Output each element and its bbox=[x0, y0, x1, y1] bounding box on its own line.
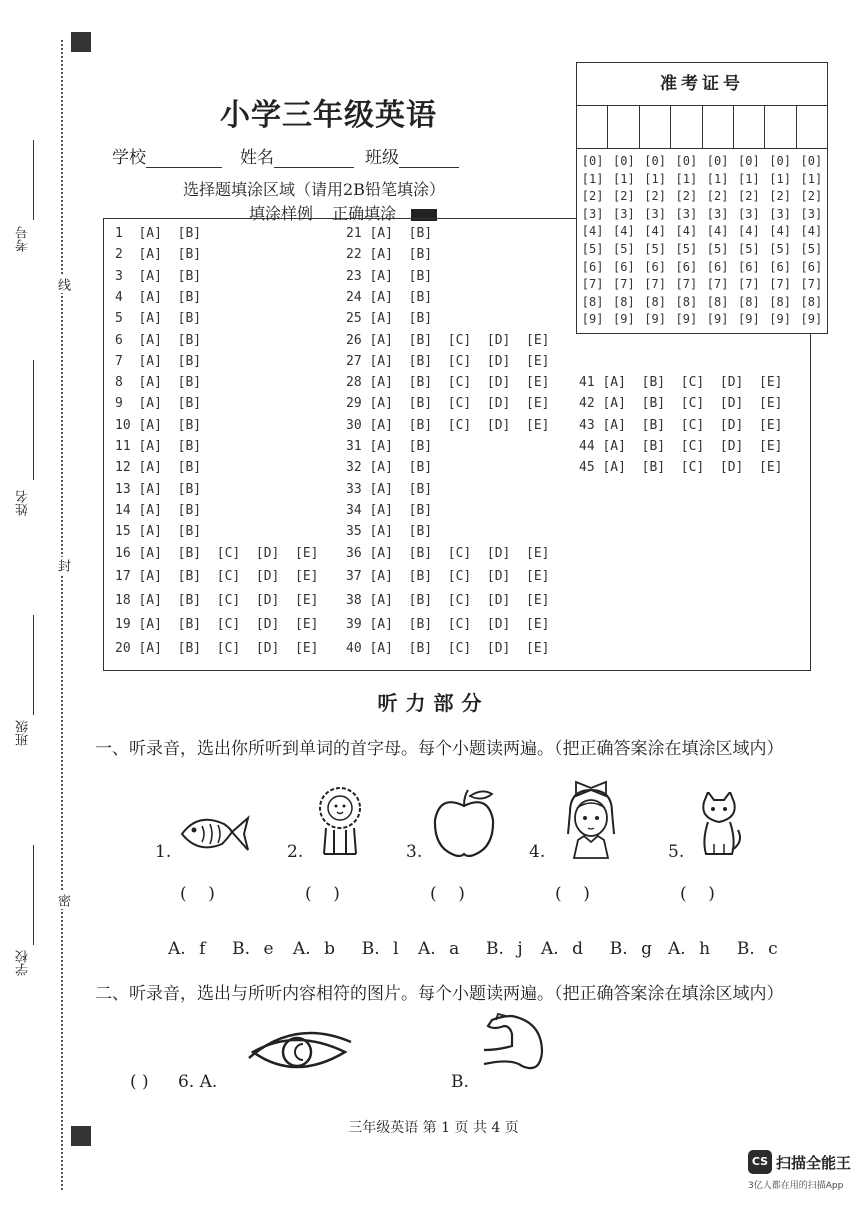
answer-row-a[interactable]: 12 [A] [B] bbox=[115, 460, 202, 476]
write-box[interactable] bbox=[671, 106, 702, 148]
write-box[interactable] bbox=[640, 106, 671, 148]
digit-bubble[interactable]: [8] bbox=[769, 294, 791, 309]
answer-row-b[interactable]: 34 [A] [B] bbox=[346, 502, 433, 518]
digit-bubble[interactable]: [3] bbox=[706, 206, 729, 221]
q1-item-number: 4. bbox=[529, 842, 546, 862]
digit-bubble[interactable]: [6] bbox=[675, 259, 698, 274]
answer-row-c[interactable]: 45 [A] [B] [C] [D] [E] bbox=[579, 460, 783, 476]
digit-bubble[interactable]: [4] bbox=[800, 224, 823, 239]
class-field[interactable] bbox=[365, 143, 459, 168]
digit-bubble[interactable]: [2] bbox=[738, 189, 760, 204]
side-exam-no-blank bbox=[33, 140, 34, 220]
digit-bubble[interactable]: [4] bbox=[706, 224, 729, 239]
digit-bubble[interactable]: [7] bbox=[675, 277, 698, 292]
digit-bubble[interactable]: [7] bbox=[738, 277, 760, 292]
q1-answer-paren[interactable]: ( ) bbox=[430, 884, 465, 904]
digit-bubble[interactable]: [3] bbox=[581, 206, 604, 221]
side-school-blank bbox=[33, 845, 34, 945]
answer-row-b[interactable]: 40 [A] [B] [C] [D] [E] bbox=[346, 641, 550, 657]
side-name-blank bbox=[33, 360, 34, 480]
registration-mark-top bbox=[71, 32, 91, 52]
digit-bubble[interactable]: [1] bbox=[675, 171, 698, 186]
question-1-instruction: 一、听录音，选出你所听到单词的首字母。每个小题读两遍。（把正确答案涂在填涂区域内） bbox=[95, 739, 784, 759]
answer-row-b[interactable]: 36 [A] [B] [C] [D] [E] bbox=[346, 545, 550, 561]
answer-row-a[interactable]: 7 [A] [B] bbox=[115, 353, 202, 369]
digit-bubble[interactable]: [6] bbox=[613, 259, 635, 274]
answer-row-b[interactable]: 29 [A] [B] [C] [D] [E] bbox=[346, 396, 550, 412]
exam-number-column bbox=[765, 153, 796, 329]
q1-answer-paren[interactable]: ( ) bbox=[180, 884, 215, 904]
digit-bubble[interactable]: [4] bbox=[581, 224, 604, 239]
answer-row-a[interactable]: 2 [A] [B] bbox=[115, 247, 202, 263]
digit-bubble[interactable]: [0] bbox=[581, 154, 604, 168]
write-box[interactable] bbox=[797, 106, 827, 148]
digit-bubble[interactable]: [1] bbox=[613, 171, 635, 186]
answer-row-a[interactable]: 11 [A] [B] bbox=[115, 439, 202, 454]
question-2-instruction: 二、听录音，选出与所听内容相符的图片。每个小题读两遍。（把正确答案涂在填涂区域内） bbox=[95, 984, 784, 1004]
digit-bubble[interactable]: [9] bbox=[769, 312, 791, 327]
camscanner-logo: CS bbox=[748, 1150, 772, 1174]
side-name-label: 姓名 bbox=[16, 490, 31, 516]
answer-row-b[interactable]: 39 [A] [B] [C] [D] [E] bbox=[346, 617, 550, 633]
watermark-tagline: 3亿人都在用的扫描App bbox=[748, 1181, 844, 1191]
digit-bubble[interactable]: [6] bbox=[800, 259, 823, 274]
digit-bubble[interactable]: [1] bbox=[769, 171, 791, 186]
digit-bubble[interactable]: [1] bbox=[644, 171, 666, 186]
digit-bubble[interactable]: [3] bbox=[613, 206, 635, 221]
answer-row-b[interactable]: 32 [A] [B] bbox=[346, 460, 433, 476]
school-blank[interactable] bbox=[146, 151, 222, 168]
digit-bubble[interactable]: [3] bbox=[800, 206, 823, 221]
digit-bubble[interactable]: [0] bbox=[800, 154, 823, 168]
apple-icon bbox=[430, 786, 498, 858]
answer-row-c[interactable]: 43 [A] [B] [C] [D] [E] bbox=[579, 417, 783, 433]
digit-bubble[interactable]: [3] bbox=[675, 206, 698, 221]
answer-row-b[interactable]: 21 [A] [B] bbox=[346, 226, 433, 241]
digit-bubble[interactable]: [1] bbox=[800, 171, 823, 186]
digit-bubble[interactable]: [3] bbox=[738, 206, 760, 221]
class-label: 班级 bbox=[365, 148, 399, 168]
school-field[interactable] bbox=[112, 143, 222, 168]
digit-bubble[interactable]: [8] bbox=[644, 294, 666, 309]
side-exam-no-label: 考号 bbox=[16, 226, 31, 252]
digit-bubble[interactable]: [1] bbox=[581, 171, 604, 186]
exam-number-box bbox=[576, 62, 828, 334]
digit-bubble[interactable]: [8] bbox=[800, 294, 823, 309]
answer-row-c[interactable]: 41 [A] [B] [C] [D] [E] bbox=[579, 375, 783, 391]
write-box[interactable] bbox=[608, 106, 639, 148]
digit-bubble[interactable]: [1] bbox=[738, 171, 760, 186]
digit-bubble[interactable]: [4] bbox=[738, 224, 760, 239]
exam-number-bubbles bbox=[577, 149, 827, 329]
digit-bubble[interactable]: [4] bbox=[769, 224, 791, 239]
digit-bubble[interactable]: [5] bbox=[738, 241, 760, 256]
sample-label: 填涂样例 bbox=[249, 204, 314, 223]
digit-bubble[interactable]: [8] bbox=[613, 294, 635, 309]
binding-cut-line bbox=[61, 40, 63, 1190]
write-box[interactable] bbox=[577, 106, 608, 148]
digit-bubble[interactable]: [6] bbox=[644, 259, 666, 274]
exam-number-column bbox=[733, 153, 764, 329]
exam-number-column bbox=[702, 153, 733, 329]
exam-number-column bbox=[796, 153, 827, 329]
q1-choices: A. a B. j bbox=[418, 939, 523, 959]
answer-row-c[interactable]: 44 [A] [B] [C] [D] [E] bbox=[579, 439, 783, 454]
answer-row-b[interactable]: 31 [A] [B] bbox=[346, 439, 433, 454]
girl-icon bbox=[558, 776, 624, 860]
digit-bubble[interactable]: [8] bbox=[675, 294, 698, 309]
q1-item-number: 3. bbox=[406, 842, 423, 862]
answer-row-b[interactable]: 25 [A] [B] bbox=[346, 311, 433, 327]
cat-icon bbox=[694, 792, 744, 858]
answer-row-b[interactable]: 30 [A] [B] [C] [D] [E] bbox=[346, 417, 550, 433]
answer-row-b[interactable]: 37 [A] [B] [C] [D] [E] bbox=[346, 569, 550, 585]
side-class-label: 班级 bbox=[16, 720, 31, 746]
exam-number-column bbox=[671, 153, 702, 329]
arm-muscle-icon bbox=[482, 1012, 546, 1078]
answer-row-a[interactable]: 4 [A] [B] bbox=[115, 289, 202, 305]
write-box[interactable] bbox=[703, 106, 734, 148]
exam-number-column bbox=[577, 153, 608, 329]
answer-instruction: 选择题填涂区域（请用2B铅笔填涂） bbox=[183, 180, 445, 199]
q1-choices: A. h B. c bbox=[668, 939, 778, 959]
digit-bubble[interactable]: [7] bbox=[581, 277, 604, 292]
q1-answer-paren[interactable]: ( ) bbox=[555, 884, 590, 904]
answer-row-a[interactable]: 5 [A] [B] bbox=[115, 311, 202, 327]
digit-bubble[interactable]: [3] bbox=[769, 206, 791, 221]
digit-bubble[interactable]: [5] bbox=[675, 241, 698, 256]
digit-bubble[interactable]: [6] bbox=[581, 259, 604, 274]
question-6-b-label: B. bbox=[451, 1072, 469, 1092]
q1-choices: A. f B. e bbox=[168, 939, 274, 959]
answer-row-b[interactable]: 27 [A] [B] [C] [D] [E] bbox=[346, 353, 550, 369]
exam-number-column bbox=[640, 153, 671, 329]
digit-bubble[interactable]: [8] bbox=[738, 294, 760, 309]
class-blank[interactable] bbox=[399, 151, 459, 168]
digit-bubble[interactable]: [5] bbox=[581, 241, 604, 256]
answer-row-b[interactable]: 35 [A] [B] bbox=[346, 524, 433, 540]
answer-row-b[interactable]: 23 [A] [B] bbox=[346, 268, 433, 284]
fish-icon bbox=[178, 808, 250, 858]
digit-bubble[interactable]: [0] bbox=[613, 154, 635, 168]
cut-label-seal: 封 bbox=[55, 559, 70, 572]
page-footer: 三年级英语 第 1 页 共 4 页 bbox=[348, 1120, 519, 1136]
answer-row-a[interactable]: 17 [A] [B] [C] [D] [E] bbox=[115, 569, 319, 585]
answer-row-a[interactable]: 1 [A] [B] bbox=[115, 226, 202, 241]
answer-row-b[interactable]: 24 [A] [B] bbox=[346, 289, 433, 305]
digit-bubble[interactable]: [2] bbox=[769, 189, 791, 204]
answer-row-b[interactable]: 26 [A] [B] [C] [D] [E] bbox=[346, 332, 550, 348]
digit-bubble[interactable]: [9] bbox=[581, 312, 604, 327]
cut-label-secret: 密 bbox=[55, 894, 70, 907]
answer-row-a[interactable]: 14 [A] [B] bbox=[115, 502, 202, 518]
digit-bubble[interactable]: [6] bbox=[769, 259, 791, 274]
digit-bubble[interactable]: [8] bbox=[706, 294, 729, 309]
q1-answer-paren[interactable]: ( ) bbox=[305, 884, 340, 904]
answer-row-a[interactable]: 3 [A] [B] bbox=[115, 268, 202, 284]
digit-bubble[interactable]: [1] bbox=[706, 171, 729, 186]
question-6-paren[interactable]: ( ) bbox=[130, 1072, 149, 1092]
q1-item-number: 5. bbox=[668, 842, 685, 862]
digit-bubble[interactable]: [8] bbox=[581, 294, 604, 309]
digit-bubble[interactable]: [9] bbox=[706, 312, 729, 327]
digit-bubble[interactable]: [9] bbox=[738, 312, 760, 327]
digit-bubble[interactable]: [4] bbox=[644, 224, 666, 239]
digit-bubble[interactable]: [7] bbox=[800, 277, 823, 292]
digit-bubble[interactable]: [3] bbox=[644, 206, 666, 221]
digit-bubble[interactable]: [7] bbox=[769, 277, 791, 292]
cut-label-line: 线 bbox=[55, 278, 70, 291]
digit-bubble[interactable]: [6] bbox=[738, 259, 760, 274]
exam-number-write-boxes[interactable] bbox=[577, 106, 827, 149]
school-label: 学校 bbox=[112, 148, 146, 168]
side-school-label: 学校 bbox=[16, 950, 31, 976]
answer-row-a[interactable]: 10 [A] [B] bbox=[115, 417, 202, 433]
digit-bubble[interactable]: [0] bbox=[738, 154, 760, 168]
answer-row-a[interactable]: 13 [A] [B] bbox=[115, 481, 202, 497]
name-label: 姓名 bbox=[240, 148, 274, 168]
digit-bubble[interactable]: [0] bbox=[644, 154, 666, 168]
digit-bubble[interactable]: [2] bbox=[706, 189, 729, 204]
digit-bubble[interactable]: [5] bbox=[706, 241, 729, 256]
digit-bubble[interactable]: [6] bbox=[706, 259, 729, 274]
answer-row-a[interactable]: 19 [A] [B] [C] [D] [E] bbox=[115, 617, 319, 633]
digit-bubble[interactable]: [2] bbox=[644, 189, 666, 204]
digit-bubble[interactable]: [4] bbox=[613, 224, 635, 239]
write-box[interactable] bbox=[734, 106, 765, 148]
digit-bubble[interactable]: [9] bbox=[613, 312, 635, 327]
digit-bubble[interactable]: [4] bbox=[675, 224, 698, 239]
digit-bubble[interactable]: [7] bbox=[613, 277, 635, 292]
digit-bubble[interactable]: [9] bbox=[644, 312, 666, 327]
q1-answer-paren[interactable]: ( ) bbox=[680, 884, 715, 904]
q1-item-number: 2. bbox=[287, 842, 304, 862]
watermark bbox=[748, 1150, 851, 1174]
digit-bubble[interactable]: [2] bbox=[800, 189, 823, 204]
exam-number-title: 准考证号 bbox=[577, 63, 827, 106]
q1-choices: A. b B. l bbox=[293, 939, 399, 959]
lion-icon bbox=[312, 784, 368, 858]
answer-row-a[interactable]: 6 [A] [B] bbox=[115, 332, 202, 348]
answer-row-a[interactable]: 20 [A] [B] [C] [D] [E] bbox=[115, 641, 319, 657]
answer-row-a[interactable]: 8 [A] [B] bbox=[115, 375, 202, 391]
digit-bubble[interactable]: [2] bbox=[675, 189, 698, 204]
digit-bubble[interactable]: [9] bbox=[800, 312, 823, 327]
section-title: 听力部分 bbox=[377, 691, 490, 715]
watermark-name: 扫描全能王 bbox=[776, 1153, 852, 1172]
answer-row-a[interactable]: 9 [A] [B] bbox=[115, 396, 202, 412]
digit-bubble[interactable]: [0] bbox=[675, 154, 698, 168]
write-box[interactable] bbox=[765, 106, 796, 148]
question-6-label: 6. A. bbox=[178, 1072, 218, 1092]
digit-bubble[interactable]: [5] bbox=[644, 241, 666, 256]
answer-row-a[interactable]: 18 [A] [B] [C] [D] [E] bbox=[115, 593, 319, 609]
answer-row-b[interactable]: 33 [A] [B] bbox=[346, 481, 433, 497]
digit-bubble[interactable]: [2] bbox=[613, 189, 635, 204]
name-blank[interactable] bbox=[274, 151, 354, 168]
digit-bubble[interactable]: [2] bbox=[581, 189, 604, 204]
digit-bubble[interactable]: [5] bbox=[613, 241, 635, 256]
digit-bubble[interactable]: [7] bbox=[644, 277, 666, 292]
eye-icon bbox=[245, 1022, 355, 1080]
answer-row-b[interactable]: 28 [A] [B] [C] [D] [E] bbox=[346, 375, 550, 391]
answer-row-b[interactable]: 38 [A] [B] [C] [D] [E] bbox=[346, 593, 550, 609]
q1-item-number: 1. bbox=[155, 842, 172, 862]
answer-row-c[interactable]: 42 [A] [B] [C] [D] [E] bbox=[579, 396, 783, 412]
digit-bubble[interactable]: [9] bbox=[675, 312, 698, 327]
exam-number-column bbox=[608, 153, 639, 329]
answer-row-b[interactable]: 22 [A] [B] bbox=[346, 247, 433, 263]
q1-choices: A. d B. g bbox=[541, 939, 652, 959]
digit-bubble[interactable]: [5] bbox=[769, 241, 791, 256]
answer-row-a[interactable]: 15 [A] [B] bbox=[115, 524, 202, 540]
digit-bubble[interactable]: [0] bbox=[706, 154, 729, 168]
digit-bubble[interactable]: [5] bbox=[800, 241, 823, 256]
correct-label: 正确填涂 bbox=[332, 204, 397, 223]
page-title: 小学三年级英语 bbox=[220, 98, 437, 133]
digit-bubble[interactable]: [0] bbox=[769, 154, 791, 168]
digit-bubble[interactable]: [7] bbox=[706, 277, 729, 292]
answer-row-a[interactable]: 16 [A] [B] [C] [D] [E] bbox=[115, 545, 319, 561]
name-field[interactable] bbox=[240, 143, 354, 168]
